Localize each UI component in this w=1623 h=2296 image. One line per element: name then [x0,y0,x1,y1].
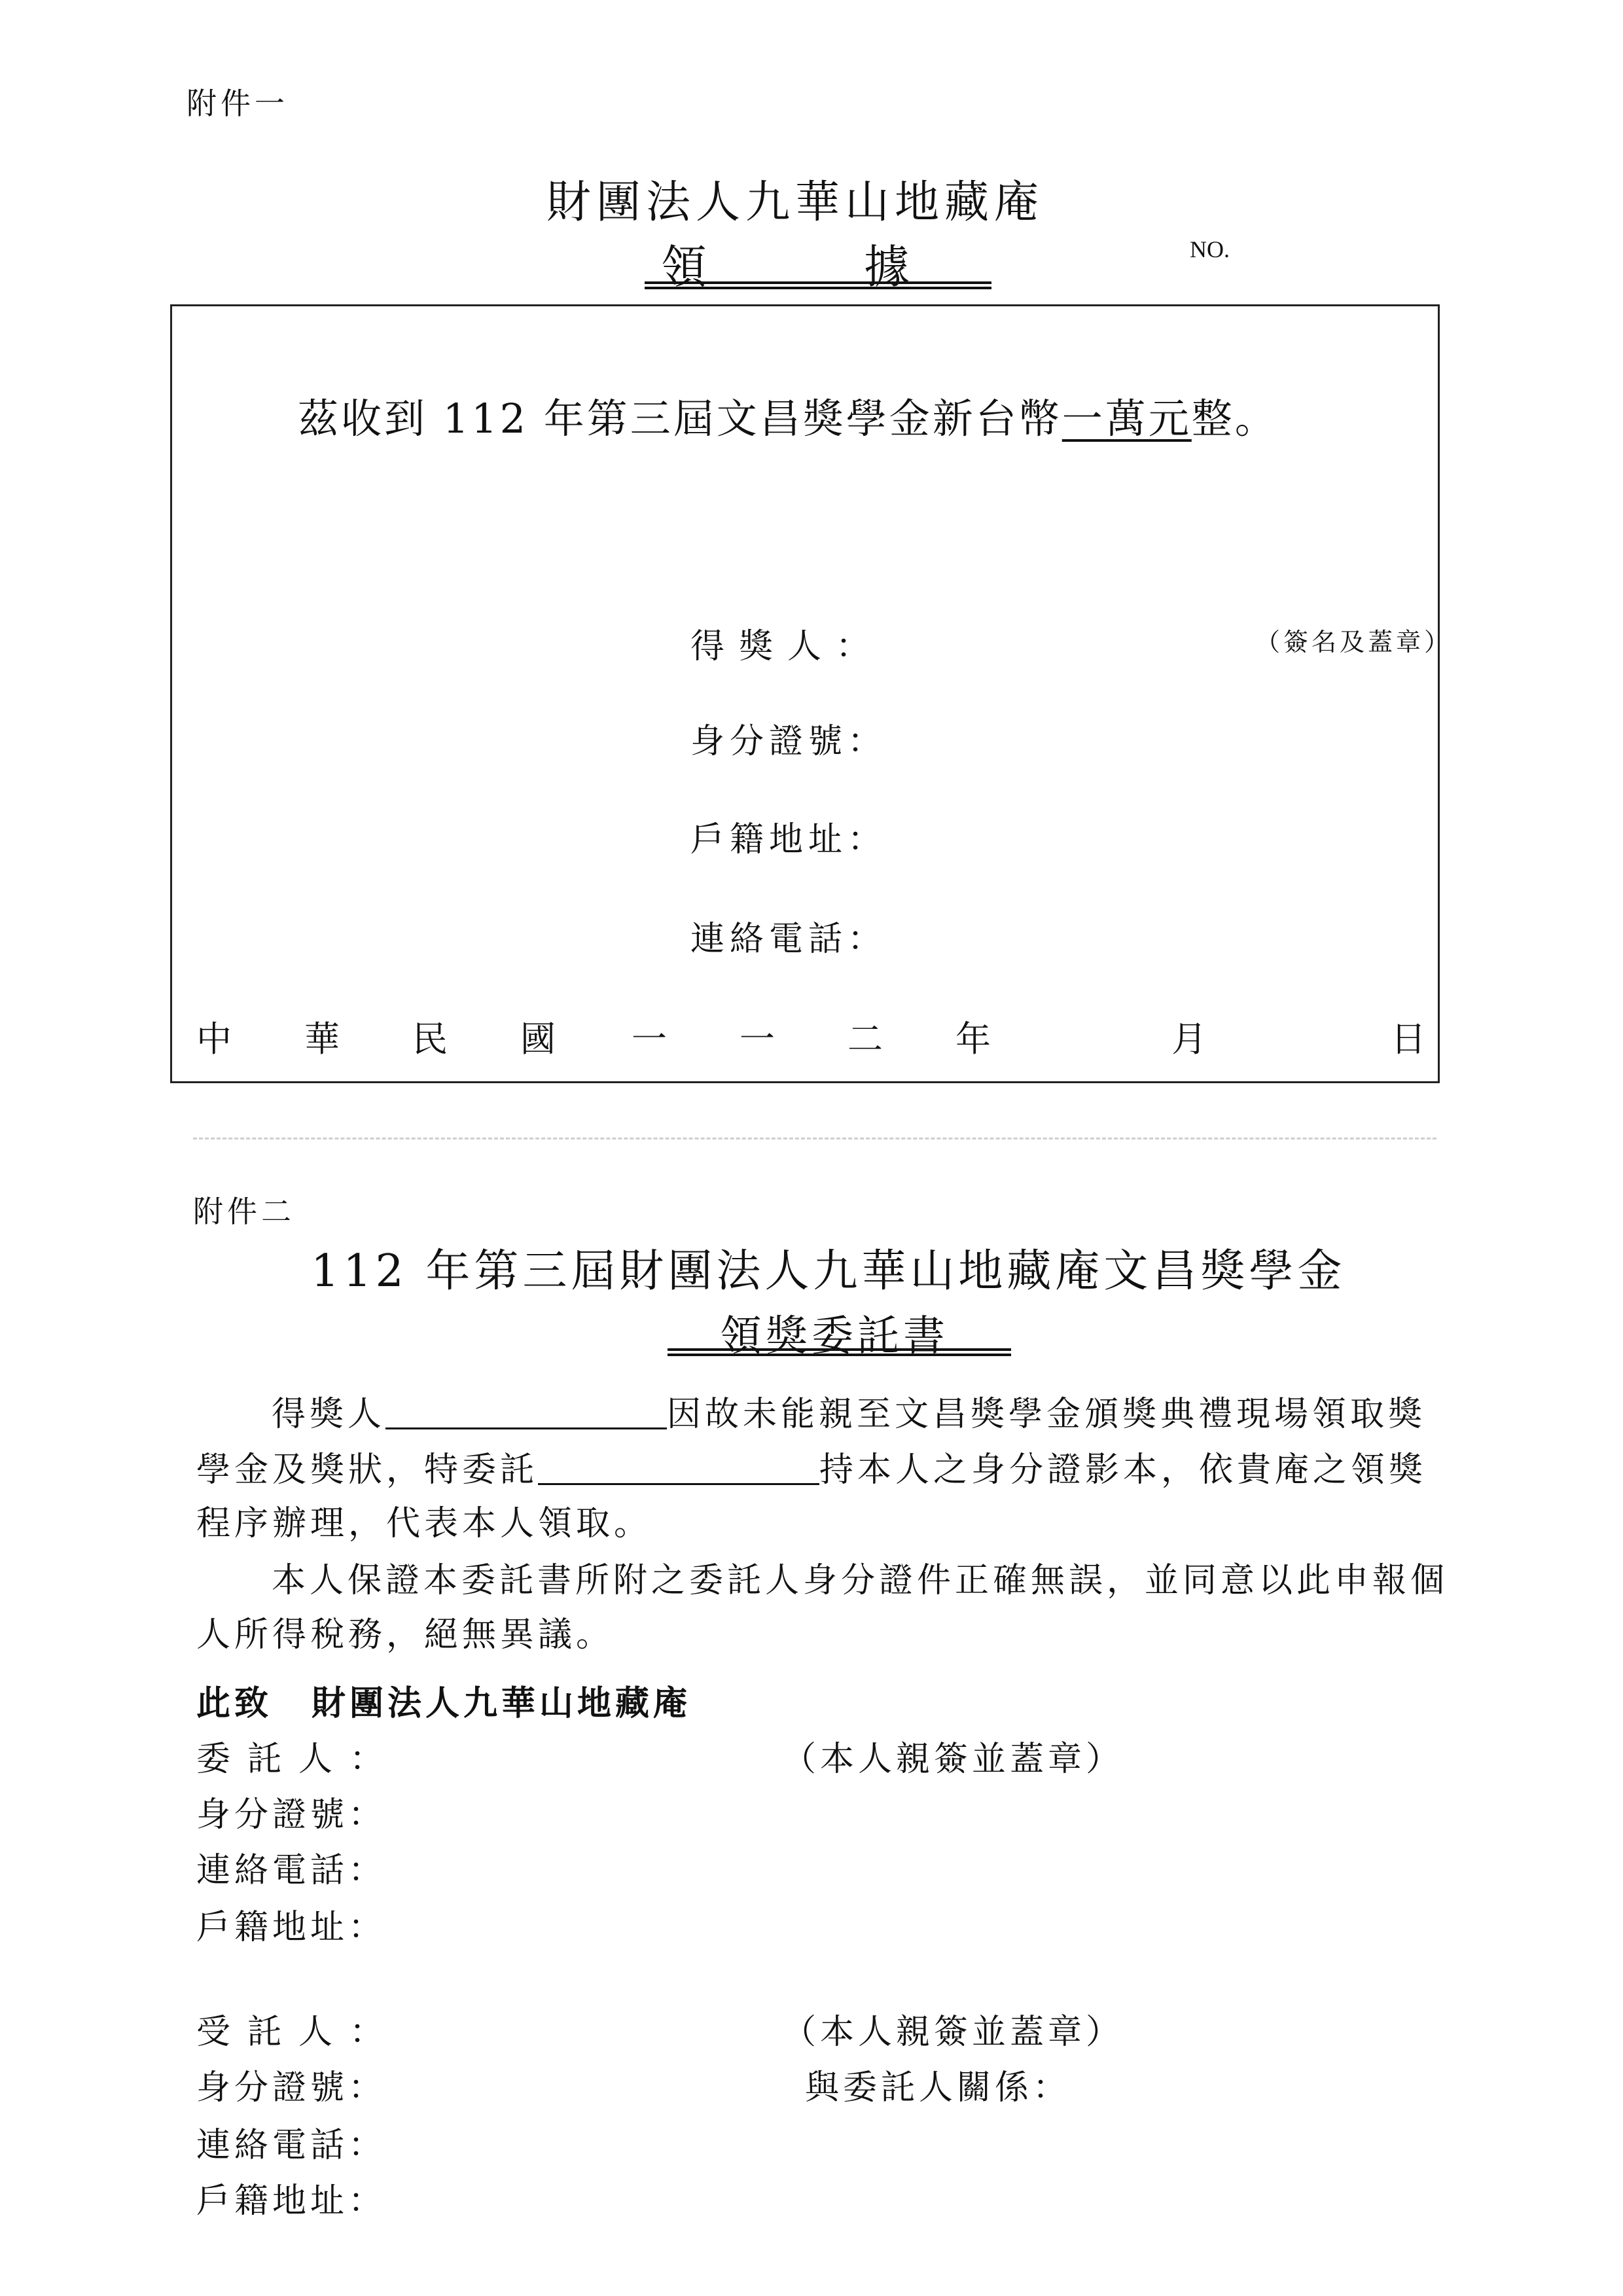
date-char: 一 [740,1018,775,1060]
grantor-signature-note: （本人親簽並蓋章） [782,1740,1124,1779]
date-char: 中 [196,1018,232,1060]
grantee-signature-note: （本人親簽並蓋章） [782,2013,1124,2052]
salutation-organization: 財團法人九華山地藏庵 [312,1683,692,1723]
paragraph-2-line-1: 本人保證本委託書所附之委託人身分證件正確無誤，並同意以此申報個 [272,1561,1449,1600]
receipt-statement-end: 整。 [1191,395,1278,442]
date-char: 華 [304,1018,340,1060]
p1-text-d: 持本人之身分證影本，依貴庵之領獎 [819,1450,1427,1490]
paragraph-1-line-2 [196,1442,1427,1491]
grantee-name-blank[interactable] [538,1483,819,1485]
grantee-name-label: 受託人： [196,2013,401,2052]
awardee-field-label: 得獎人： [690,627,885,666]
attachment-1-label: 附件一 [187,86,289,121]
receipt-title-underline [645,281,991,289]
receipt-statement [298,386,1278,444]
date-char: 二 [847,1018,883,1060]
receipt-statement-text: 茲收到 112 年第三屆文昌獎學金新台幣 [298,395,1062,442]
proxy-title-underline [668,1348,1011,1356]
date-char: 一 [632,1018,667,1060]
date-char: 月 [1171,1018,1207,1060]
grantor-phone-label: 連絡電話： [196,1851,387,1890]
attachment-2-label: 附件二 [193,1194,295,1229]
grantee-id-label: 身分證號： [196,2068,387,2108]
grantor-name-label: 委託人： [196,1740,401,1779]
receipt-amount: 一萬元 [1061,395,1192,442]
receipt-title-char-1: 領 [661,240,707,294]
organization-title [0,167,1623,230]
p1-text-a: 得獎人 [272,1395,386,1434]
cut-line-divider [193,1138,1436,1139]
date-char: 年 [955,1018,991,1060]
salutation [196,1676,691,1725]
grantee-relation-label: 與委託人關係： [805,2068,1071,2108]
paragraph-1-line-3: 程序辦理，代表本人領取。 [196,1504,652,1543]
date-char: 國 [520,1018,556,1060]
proxy-form-title: 領獎委託書 [720,1312,949,1361]
grantor-address-label: 戶籍地址： [196,1908,387,1947]
organization-title-text: 財團法人九華山地藏庵 [546,177,1044,228]
receipt-title-char-2: 據 [864,240,910,294]
receipt-number-label: NO. [1190,236,1230,262]
p1-text-b: 因故未能親至文昌獎學金頒獎典禮現場領取獎 [667,1395,1427,1434]
date-char: 民 [412,1018,448,1060]
paragraph-2-line-2: 人所得稅務，絕無異議。 [196,1615,615,1655]
awardee-name-blank[interactable] [385,1427,667,1429]
id-number-field-label: 身分證號： [690,722,887,761]
paragraph-1-line-1 [272,1386,1426,1435]
signature-note: （簽名及蓋章） [1255,628,1453,656]
proxy-form-heading: 112 年第三屆財團法人九華山地藏庵文昌獎學金 [311,1246,1346,1297]
grantor-id-label: 身分證號： [196,1795,387,1835]
date-char: 日 [1391,1018,1426,1060]
p1-text-c: 學金及獎狀，特委託 [196,1450,539,1490]
address-field-label: 戶籍地址： [690,820,887,859]
phone-field-label: 連絡電話： [690,920,887,959]
grantee-phone-label: 連絡電話： [196,2126,387,2165]
salutation-text: 此致 [196,1683,273,1723]
grantee-address-label: 戶籍地址： [196,2181,387,2221]
